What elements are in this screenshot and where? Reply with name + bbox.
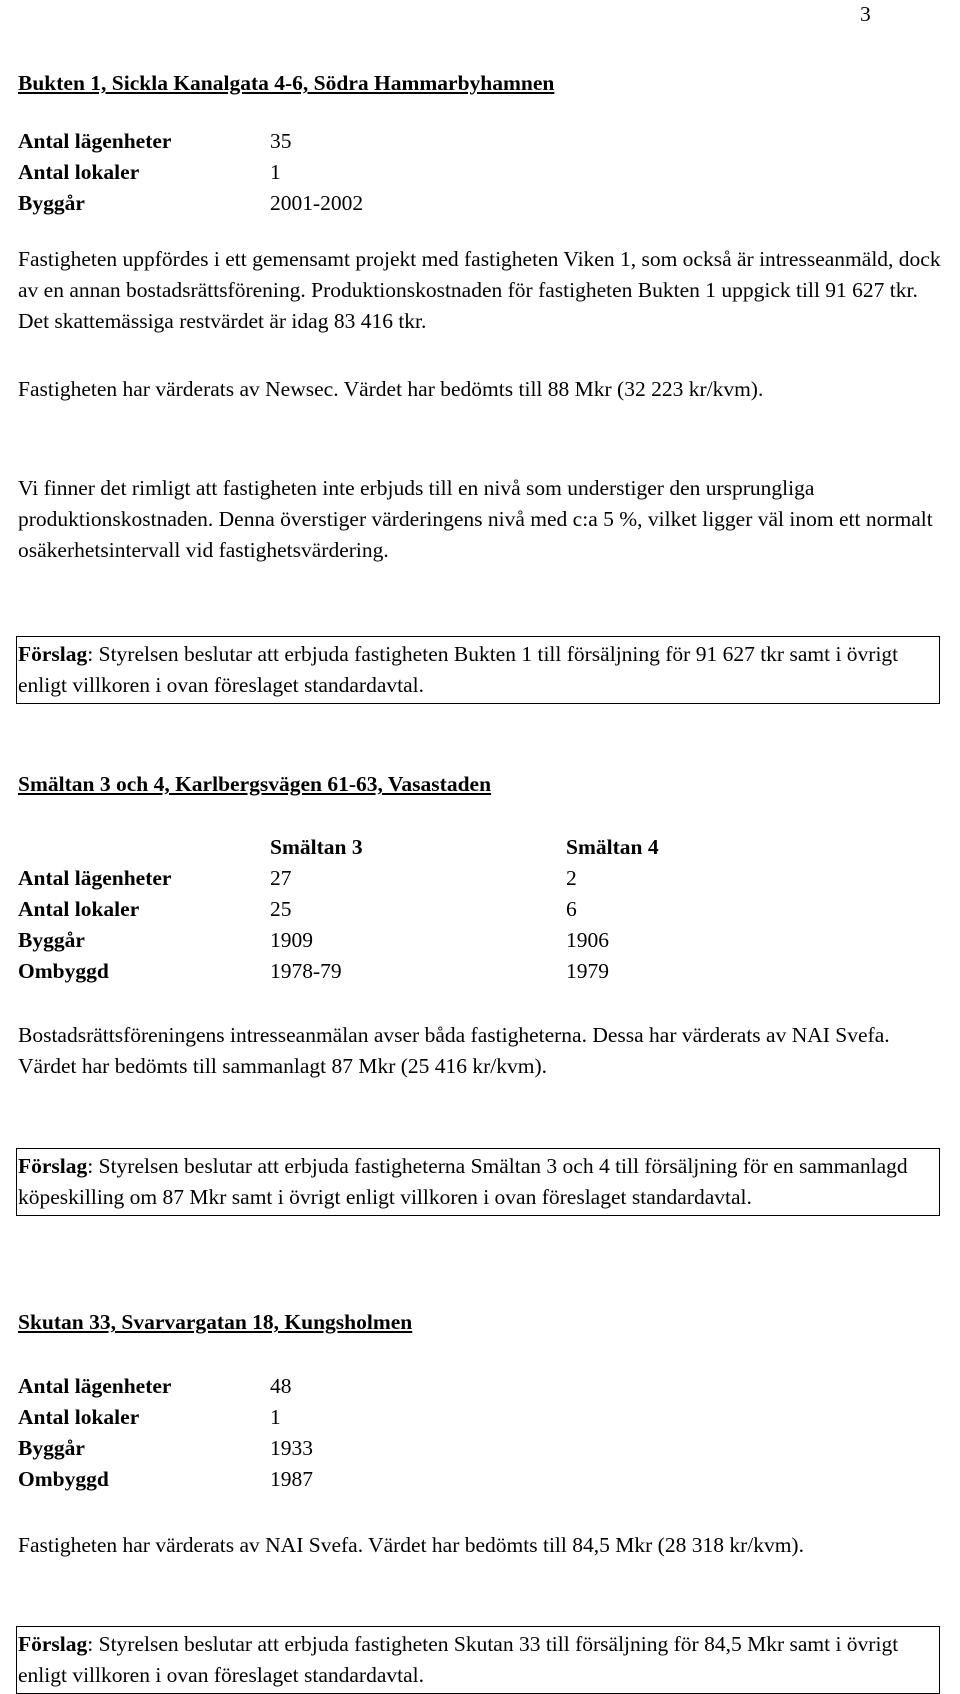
fact-row xyxy=(18,956,942,987)
paragraph-bukten-valuation: Fastigheten har värderats av Newsec. Värdet har bedömts till 88 Mkr (32 223 kr/kvm). xyxy=(18,377,764,401)
fact-value-smaltan-3: 25 xyxy=(270,897,292,921)
fact-label: Ombyggd xyxy=(18,959,109,983)
proposal-label: Förslag xyxy=(18,1154,88,1178)
fact-value-smaltan-3: 1909 xyxy=(270,928,313,952)
fact-row xyxy=(18,157,942,188)
fact-label: Antal lägenheter xyxy=(18,129,172,153)
fact-row xyxy=(18,1402,942,1433)
fact-row xyxy=(18,1433,942,1464)
fact-value: 48 xyxy=(270,1374,292,1398)
proposal-label: Förslag xyxy=(18,642,88,666)
proposal-box-smaltan xyxy=(16,1148,940,1216)
fact-value: 35 xyxy=(270,129,292,153)
fact-label: Ombyggd xyxy=(18,1467,109,1491)
empty-header-cell xyxy=(18,832,270,863)
fact-row xyxy=(18,126,942,157)
paragraph-smaltan-valuation: Bostadsrättsföreningens intresseanmälan avser båda fastigheterna. Dessa har värderats av NAI Svefa. Värdet har bedömts till sammanlagt 87 Mkr (25 416 kr/kvm). xyxy=(18,1023,890,1078)
fact-value-smaltan-4: 2 xyxy=(566,866,577,890)
fact-value: 1933 xyxy=(270,1436,313,1460)
facts-table-smaltan xyxy=(18,832,942,987)
fact-row xyxy=(18,894,942,925)
fact-row xyxy=(18,1371,942,1402)
fact-row xyxy=(18,188,942,219)
fact-value-smaltan-3: 1978-79 xyxy=(270,959,342,983)
column-header-smaltan-4: Smältan 4 xyxy=(566,835,659,859)
paragraph-skutan-valuation: Fastigheten har värderats av NAI Svefa. Värdet har bedömts till 84,5 Mkr (28 318 kr/kvm). xyxy=(18,1533,804,1557)
section-heading-skutan: Skutan 33, Svarvargatan 18, Kungsholmen xyxy=(18,1310,413,1334)
fact-label: Byggår xyxy=(18,928,85,952)
proposal-label: Förslag xyxy=(18,1632,88,1656)
facts-table-skutan xyxy=(18,1371,942,1495)
section-heading-bukten: Bukten 1, Sickla Kanalgata 4-6, Södra Hammarbyhamnen xyxy=(18,71,555,95)
section-heading-smaltan: Smältan 3 och 4, Karlbergsvägen 61-63, Vasastaden xyxy=(18,772,492,796)
fact-row xyxy=(18,1464,942,1495)
fact-label: Antal lokaler xyxy=(18,897,140,921)
fact-label: Antal lägenheter xyxy=(18,1374,172,1398)
fact-label: Antal lokaler xyxy=(18,160,140,184)
proposal-text: : Styrelsen beslutar att erbjuda fastigheten Skutan 33 till försäljning för 84,5 Mkr samt i övrigt enligt villkoren i ovan föreslaget standardavtal. xyxy=(18,1632,899,1687)
fact-value-smaltan-4: 1906 xyxy=(566,928,609,952)
fact-label: Byggår xyxy=(18,191,85,215)
fact-row xyxy=(18,925,942,956)
paragraph-bukten-assessment: Vi finner det rimligt att fastigheten inte erbjuds till en nivå som understiger den ursprungliga produktionskostnaden. Denna överstiger värderingens nivå med c:a 5 %, vilket ligger väl inom ett normalt osäkerhetsintervall vid fastighetsvärdering. xyxy=(18,476,933,562)
proposal-box-skutan xyxy=(16,1626,940,1694)
fact-value: 2001-2002 xyxy=(270,191,364,215)
column-header-smaltan-3: Smältan 3 xyxy=(270,835,363,859)
fact-value: 1 xyxy=(270,160,281,184)
fact-label: Byggår xyxy=(18,1436,85,1460)
proposal-text: : Styrelsen beslutar att erbjuda fastigheterna Smältan 3 och 4 till försäljning för en sammanlagd köpeskilling om 87 Mkr samt i övrigt enligt villkoren i ovan föreslaget standardavtal. xyxy=(18,1154,908,1209)
fact-value-smaltan-4: 6 xyxy=(566,897,577,921)
fact-label: Antal lokaler xyxy=(18,1405,140,1429)
page-number: 3 xyxy=(860,2,871,26)
fact-value: 1 xyxy=(270,1405,281,1429)
fact-row xyxy=(18,863,942,894)
proposal-text: : Styrelsen beslutar att erbjuda fastigheten Bukten 1 till försäljning för 91 627 tkr samt i övrigt enligt villkoren i ovan föreslaget standardavtal. xyxy=(18,642,899,697)
fact-label: Antal lägenheter xyxy=(18,866,172,890)
fact-value-smaltan-3: 27 xyxy=(270,866,292,890)
fact-value: 1987 xyxy=(270,1467,313,1491)
facts-table-bukten xyxy=(18,126,942,219)
paragraph-bukten-production: Fastigheten uppfördes i ett gemensamt projekt med fastigheten Viken 1, som också är intresseanmäld, dock av en annan bostadsrättsförening. Produktionskostnaden för fastigheten Bukten 1 uppgick till 91 627 tkr. Det skattemässiga restvärdet är idag 83 416 tkr. xyxy=(18,247,941,333)
fact-value-smaltan-4: 1979 xyxy=(566,959,609,983)
column-header-row xyxy=(18,832,942,863)
proposal-box-bukten xyxy=(16,636,940,704)
